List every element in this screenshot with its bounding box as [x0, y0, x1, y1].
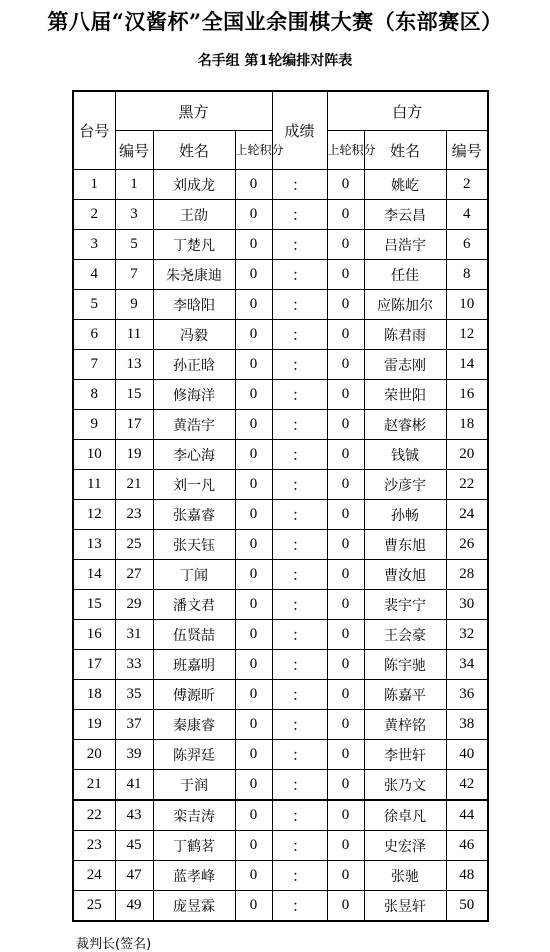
- table-row: [73, 831, 488, 861]
- result-cell: ：: [272, 680, 327, 710]
- table-no-cell: 2: [73, 200, 115, 230]
- black-name-cell: 修海洋: [153, 380, 235, 410]
- header-black-prev-score: 上轮积分: [235, 131, 272, 170]
- black-id-cell: 13: [115, 350, 153, 380]
- black-name-cell: 刘一凡: [153, 470, 235, 500]
- black-id-cell: 27: [115, 560, 153, 590]
- black-name-cell: 潘文君: [153, 590, 235, 620]
- pairing-rows: [73, 170, 488, 922]
- table-no-cell: 16: [73, 620, 115, 650]
- table-no-cell: 22: [73, 800, 115, 831]
- black-score-cell: 0: [235, 230, 272, 260]
- white-id-cell: 2: [446, 170, 488, 200]
- white-score-cell: 0: [327, 530, 364, 560]
- white-id-cell: 34: [446, 650, 488, 680]
- table-no-cell: 7: [73, 350, 115, 380]
- table-no-cell: 23: [73, 831, 115, 861]
- white-id-cell: 38: [446, 710, 488, 740]
- black-score-cell: 0: [235, 560, 272, 590]
- white-name-cell: 陈嘉平: [364, 680, 446, 710]
- black-score-cell: 0: [235, 200, 272, 230]
- black-id-cell: 33: [115, 650, 153, 680]
- footer-text: 裁判长(签名): [76, 937, 152, 952]
- result-cell: ：: [272, 290, 327, 320]
- result-cell: ：: [272, 620, 327, 650]
- result-cell: ：: [272, 320, 327, 350]
- black-id-cell: 43: [115, 800, 153, 831]
- white-id-cell: 48: [446, 861, 488, 891]
- table-row: [73, 800, 488, 831]
- table-no-cell: 1: [73, 170, 115, 200]
- white-score-cell: 0: [327, 710, 364, 740]
- white-id-cell: 24: [446, 500, 488, 530]
- white-id-cell: 8: [446, 260, 488, 290]
- table-row: [73, 530, 488, 560]
- table-no-cell: 9: [73, 410, 115, 440]
- black-name-cell: 张嘉睿: [153, 500, 235, 530]
- header-black: 黑方: [115, 91, 272, 131]
- white-name-cell: 张乃文: [364, 770, 446, 801]
- white-name-cell: 任佳: [364, 260, 446, 290]
- white-name-cell: 陈宇驰: [364, 650, 446, 680]
- black-name-cell: 傅源昕: [153, 680, 235, 710]
- result-cell: ：: [272, 230, 327, 260]
- white-score-cell: 0: [327, 230, 364, 260]
- white-score-cell: 0: [327, 800, 364, 831]
- table-row: [73, 861, 488, 891]
- white-name-cell: 雷志刚: [364, 350, 446, 380]
- white-score-cell: 0: [327, 650, 364, 680]
- white-score-cell: 0: [327, 891, 364, 922]
- table-no-cell: 17: [73, 650, 115, 680]
- white-score-cell: 0: [327, 831, 364, 861]
- table-row: [73, 410, 488, 440]
- black-score-cell: 0: [235, 831, 272, 861]
- header-black-id: 编号: [115, 131, 153, 170]
- result-cell: ：: [272, 590, 327, 620]
- black-id-cell: 9: [115, 290, 153, 320]
- table-no-cell: 24: [73, 861, 115, 891]
- table-no-cell: 11: [73, 470, 115, 500]
- table-no-cell: 18: [73, 680, 115, 710]
- result-cell: ：: [272, 410, 327, 440]
- table-row: [73, 350, 488, 380]
- black-score-cell: 0: [235, 530, 272, 560]
- white-name-cell: 曹东旭: [364, 530, 446, 560]
- table-no-cell: 20: [73, 740, 115, 770]
- black-id-cell: 3: [115, 200, 153, 230]
- black-name-cell: 丁闻: [153, 560, 235, 590]
- black-id-cell: 49: [115, 891, 153, 922]
- black-id-cell: 31: [115, 620, 153, 650]
- result-cell: ：: [272, 350, 327, 380]
- black-name-cell: 秦康睿: [153, 710, 235, 740]
- table-row: [73, 470, 488, 500]
- black-score-cell: 0: [235, 380, 272, 410]
- white-id-cell: 16: [446, 380, 488, 410]
- black-name-cell: 伍贤喆: [153, 620, 235, 650]
- table-row: [73, 230, 488, 260]
- black-id-cell: 5: [115, 230, 153, 260]
- black-name-cell: 班嘉明: [153, 650, 235, 680]
- result-cell: ：: [272, 380, 327, 410]
- white-score-cell: 0: [327, 260, 364, 290]
- black-id-cell: 19: [115, 440, 153, 470]
- black-score-cell: 0: [235, 440, 272, 470]
- white-name-cell: 赵睿彬: [364, 410, 446, 440]
- white-name-cell: 史宏泽: [364, 831, 446, 861]
- result-cell: ：: [272, 170, 327, 200]
- white-id-cell: 42: [446, 770, 488, 801]
- white-score-cell: 0: [327, 410, 364, 440]
- black-name-cell: 王劭: [153, 200, 235, 230]
- white-score-cell: 0: [327, 680, 364, 710]
- black-name-cell: 丁鹤茗: [153, 831, 235, 861]
- table-no-cell: 15: [73, 590, 115, 620]
- table-no-cell: 10: [73, 440, 115, 470]
- table-row: [73, 170, 488, 200]
- black-name-cell: 蓝孝峰: [153, 861, 235, 891]
- table-no-cell: 19: [73, 710, 115, 740]
- white-score-cell: 0: [327, 380, 364, 410]
- table-row: [73, 560, 488, 590]
- black-score-cell: 0: [235, 170, 272, 200]
- page-subtitle: 名手组 第1轮编排对阵表: [197, 53, 353, 69]
- white-score-cell: 0: [327, 861, 364, 891]
- black-score-cell: 0: [235, 891, 272, 922]
- table-row: [73, 380, 488, 410]
- white-id-cell: 20: [446, 440, 488, 470]
- white-id-cell: 32: [446, 620, 488, 650]
- table-no-cell: 13: [73, 530, 115, 560]
- white-id-cell: 50: [446, 891, 488, 922]
- white-id-cell: 44: [446, 800, 488, 831]
- white-id-cell: 26: [446, 530, 488, 560]
- black-id-cell: 25: [115, 530, 153, 560]
- white-name-cell: 吕浩宇: [364, 230, 446, 260]
- black-score-cell: 0: [235, 260, 272, 290]
- header-white: 白方: [327, 91, 488, 131]
- result-cell: ：: [272, 530, 327, 560]
- black-score-cell: 0: [235, 470, 272, 500]
- header-white-id: 编号: [446, 131, 488, 170]
- white-name-cell: 孙畅: [364, 500, 446, 530]
- table-no-cell: 5: [73, 290, 115, 320]
- white-name-cell: 李世轩: [364, 740, 446, 770]
- white-id-cell: 12: [446, 320, 488, 350]
- result-cell: ：: [272, 831, 327, 861]
- white-score-cell: 0: [327, 170, 364, 200]
- result-cell: ：: [272, 650, 327, 680]
- black-name-cell: 刘成龙: [153, 170, 235, 200]
- table-row: [73, 680, 488, 710]
- black-score-cell: 0: [235, 350, 272, 380]
- white-name-cell: 王会豪: [364, 620, 446, 650]
- white-name-cell: 荣世阳: [364, 380, 446, 410]
- white-score-cell: 0: [327, 560, 364, 590]
- black-id-cell: 41: [115, 770, 153, 801]
- black-name-cell: 黄浩宇: [153, 410, 235, 440]
- table-row: [73, 590, 488, 620]
- white-name-cell: 应陈加尔: [364, 290, 446, 320]
- black-score-cell: 0: [235, 770, 272, 801]
- black-score-cell: 0: [235, 290, 272, 320]
- black-score-cell: 0: [235, 710, 272, 740]
- result-cell: ：: [272, 470, 327, 500]
- black-id-cell: 45: [115, 831, 153, 861]
- table-row: [73, 710, 488, 740]
- white-name-cell: 沙彦宇: [364, 470, 446, 500]
- black-score-cell: 0: [235, 650, 272, 680]
- black-id-cell: 39: [115, 740, 153, 770]
- table-no-cell: 25: [73, 891, 115, 922]
- black-name-cell: 李晗阳: [153, 290, 235, 320]
- table-no-cell: 8: [73, 380, 115, 410]
- black-name-cell: 孙正晗: [153, 350, 235, 380]
- table-no-cell: 14: [73, 560, 115, 590]
- table-no-cell: 12: [73, 500, 115, 530]
- white-score-cell: 0: [327, 770, 364, 801]
- result-cell: ：: [272, 260, 327, 290]
- result-cell: ：: [272, 770, 327, 801]
- white-score-cell: 0: [327, 320, 364, 350]
- header-white-prev-score: 上轮积分: [327, 131, 364, 170]
- white-score-cell: 0: [327, 620, 364, 650]
- black-name-cell: 于润: [153, 770, 235, 801]
- result-cell: ：: [272, 800, 327, 831]
- white-id-cell: 6: [446, 230, 488, 260]
- table-no-cell: 6: [73, 320, 115, 350]
- black-id-cell: 15: [115, 380, 153, 410]
- white-score-cell: 0: [327, 470, 364, 500]
- black-score-cell: 0: [235, 590, 272, 620]
- black-id-cell: 11: [115, 320, 153, 350]
- black-name-cell: 张天钰: [153, 530, 235, 560]
- black-id-cell: 17: [115, 410, 153, 440]
- table-row: [73, 770, 488, 801]
- white-name-cell: 张昱轩: [364, 891, 446, 922]
- black-score-cell: 0: [235, 800, 272, 831]
- result-cell: ：: [272, 861, 327, 891]
- white-name-cell: 姚屹: [364, 170, 446, 200]
- black-id-cell: 7: [115, 260, 153, 290]
- white-score-cell: 0: [327, 740, 364, 770]
- black-name-cell: 栾吉涛: [153, 800, 235, 831]
- black-id-cell: 37: [115, 710, 153, 740]
- white-score-cell: 0: [327, 500, 364, 530]
- result-cell: ：: [272, 740, 327, 770]
- white-name-cell: 李云昌: [364, 200, 446, 230]
- black-id-cell: 1: [115, 170, 153, 200]
- white-name-cell: 钱铖: [364, 440, 446, 470]
- white-name-cell: 黄梓铭: [364, 710, 446, 740]
- white-id-cell: 28: [446, 560, 488, 590]
- white-id-cell: 14: [446, 350, 488, 380]
- header-white-name: 姓名: [364, 131, 446, 170]
- table-row: [73, 740, 488, 770]
- table-row: [73, 620, 488, 650]
- result-cell: ：: [272, 710, 327, 740]
- result-cell: ：: [272, 200, 327, 230]
- black-id-cell: 29: [115, 590, 153, 620]
- black-id-cell: 35: [115, 680, 153, 710]
- table-no-cell: 21: [73, 770, 115, 801]
- table-row: [73, 650, 488, 680]
- white-id-cell: 46: [446, 831, 488, 861]
- result-cell: ：: [272, 440, 327, 470]
- white-id-cell: 10: [446, 290, 488, 320]
- table-row: [73, 320, 488, 350]
- white-score-cell: 0: [327, 440, 364, 470]
- white-score-cell: 0: [327, 590, 364, 620]
- table-row: [73, 891, 488, 922]
- table-no-cell: 4: [73, 260, 115, 290]
- table-row: [73, 500, 488, 530]
- white-name-cell: 徐卓凡: [364, 800, 446, 831]
- white-score-cell: 0: [327, 290, 364, 320]
- result-cell: ：: [272, 891, 327, 922]
- black-name-cell: 李心海: [153, 440, 235, 470]
- page-title: 第八届“汉酱杯”全国业余围棋大赛（东部赛区）: [47, 9, 503, 34]
- black-score-cell: 0: [235, 620, 272, 650]
- black-score-cell: 0: [235, 861, 272, 891]
- table-row: [73, 260, 488, 290]
- table-row: [73, 440, 488, 470]
- white-name-cell: 张驰: [364, 861, 446, 891]
- pairing-table: [72, 90, 489, 922]
- white-score-cell: 0: [327, 200, 364, 230]
- table-row: [73, 290, 488, 320]
- header-table-no: 台号: [73, 91, 115, 170]
- white-name-cell: 陈君雨: [364, 320, 446, 350]
- black-name-cell: 丁楚凡: [153, 230, 235, 260]
- white-id-cell: 4: [446, 200, 488, 230]
- table-no-cell: 3: [73, 230, 115, 260]
- black-name-cell: 陈羿廷: [153, 740, 235, 770]
- table-row: [73, 200, 488, 230]
- result-cell: ：: [272, 560, 327, 590]
- white-id-cell: 30: [446, 590, 488, 620]
- black-name-cell: 冯毅: [153, 320, 235, 350]
- black-name-cell: 朱尧康迪: [153, 260, 235, 290]
- white-id-cell: 36: [446, 680, 488, 710]
- header-result: 成绩: [272, 91, 327, 170]
- black-id-cell: 47: [115, 861, 153, 891]
- black-id-cell: 21: [115, 470, 153, 500]
- black-score-cell: 0: [235, 680, 272, 710]
- header-black-name: 姓名: [153, 131, 235, 170]
- black-score-cell: 0: [235, 320, 272, 350]
- black-name-cell: 庞昱霖: [153, 891, 235, 922]
- white-id-cell: 22: [446, 470, 488, 500]
- white-id-cell: 40: [446, 740, 488, 770]
- white-id-cell: 18: [446, 410, 488, 440]
- result-cell: ：: [272, 500, 327, 530]
- white-score-cell: 0: [327, 350, 364, 380]
- black-score-cell: 0: [235, 740, 272, 770]
- white-name-cell: 曹汝旭: [364, 560, 446, 590]
- black-id-cell: 23: [115, 500, 153, 530]
- black-score-cell: 0: [235, 500, 272, 530]
- black-score-cell: 0: [235, 410, 272, 440]
- white-name-cell: 裴宇宁: [364, 590, 446, 620]
